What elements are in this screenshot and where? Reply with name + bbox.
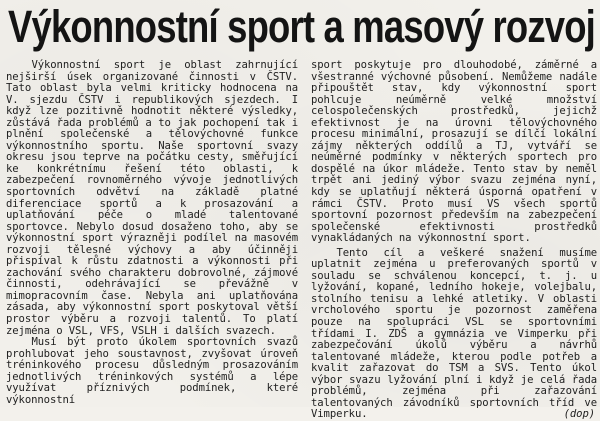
- article-paragraph: Výkonnostní sport je oblast zahrnující nejširší úsek organizované činnosti v ČSTV. Tato oblast byla velmi kriticky hodnocena na V. sjezdu ČSTV i republikových sjezdech. I když lze pozitivně hodnotit některé výsledky, zůstává řada problémů a to jak pochopení tak i plnění společenské a tělovýchovné funkce výkonnostního sportu. Naše sportovní svazy okresu jsou teprve na počátku cesty, směřující ke konkrétnímu řešení této oblasti, k zabezpečení rovnoměrného vývoje jednotlivých sportovních odvětví na základě platné diferenciace sportů a k prosazování a uplatňování péče o mladé talentované sportovce. Nebylo dosud dosaženo toho, aby se výkonnostní sport výrazněji podílel na masovém rozvoji tělesné výchovy a aby účinněji přispíval k růstu zdatnosti a výkonnosti při zachování svého charakteru dobrovolné, zájmové činnosti, odehrávající se převážně v mimopracovním čase. Nebyla ani uplatňována zásada, aby výkonnostní sport poskytoval větší prostor výběru a rozvoji talentů. To platí zejména o VSL, VFS, VSLH i dalších svazech.: [6, 59, 298, 337]
- article-paragraph: sport poskytuje pro dlouhodobé, záměrné a všestranné výchovné působení. Nemůžeme nadále připouštět stav, kdy výkonnostní sport pohlcuje neúměrně velké množství celospolečenských prostředků, jejichž efektivnost je na úrovni tělovýchovného procesu minimální, prosazují se dílčí lokální zájmy některých oddílů a TJ, vytváří se neúměrné podmínky v některých sportech pro dospělé na úkor mládeže. Tento stav by neměl trpět ani jediný výbor svazu zejména nyní, kdy se uplatňují některá úsporná opatření v rámci ČSTV. Proto musí VS všech sportů sportovní pozornost především na zabezpečení společenské efektivnosti prostředků vynakládaných na výkonnostní sport.: [311, 59, 597, 245]
- article-paragraph: Musí být proto úkolem sportovních svazů prohlubovat jeho soustavnost, zvyšovat úroveň tréninkového procesu důsledným prosazováním jednotlivých tréninkových systémů a lépe využívat příznivých podmínek, které výkonnostní: [6, 336, 298, 406]
- article-column-right: [311, 60, 597, 421]
- article-headline: Výkonnostní sport a masový rozvoj: [8, 1, 595, 52]
- article-column-left: [6, 60, 298, 406]
- author-signature: (dop): [563, 408, 595, 421]
- article-paragraph: Tento cíl a veškeré snažení musíme uplatnit zejména u preferovaných sportů v souladu se schválenou koncepcí, t. j. u lyžování, kopané, ledního hokeje, volejbalu, stolního tenisu a lehké atletiky. V oblasti vrcholového sportu je pozornost zaměřena pouze na spolupráci VSL se sportovními třídami I. ZDŠ a gymnázia ve Vimperku při zabezpečování úkolů výběru a návrhů talentované mládeže, kterou podle potřeb a kvalit zařazovat do TSM a SVS. Tento úkol výbor svazu lyžování plní i když je celá řada problémů, zejména při zařazování talentovaných závodníků sportovních tříd ve Vimperku.: [311, 246, 597, 421]
